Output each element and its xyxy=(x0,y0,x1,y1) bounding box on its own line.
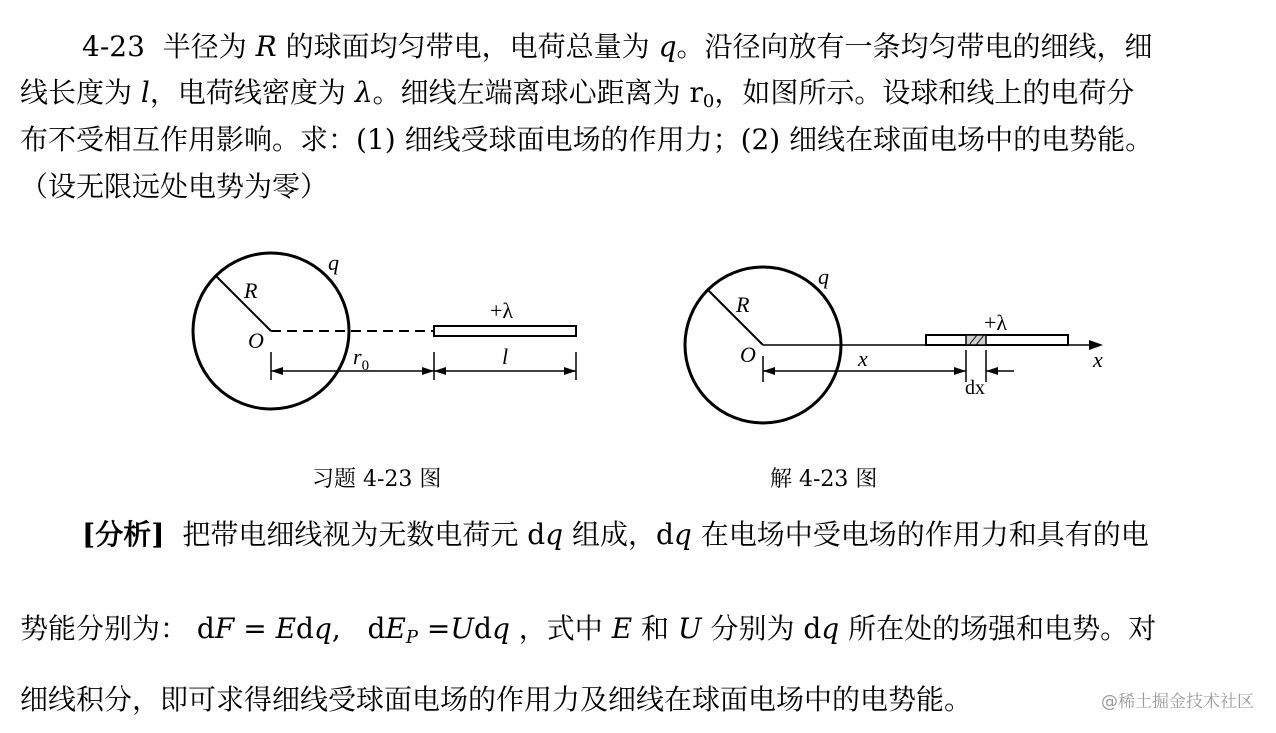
charged-rod xyxy=(926,335,1068,345)
label-O: O xyxy=(248,328,264,353)
problem-line-2: 线长度为 l，电荷线密度为 λ。细线左端离球心距离为 $r_0$，如图所示。设球和线上的电荷分 xyxy=(20,76,1135,112)
caption-right: 解 4-23 图 xyxy=(770,467,878,492)
arrowhead xyxy=(564,367,576,375)
label-r0: $r_0$ xyxy=(353,344,370,374)
charged-rod xyxy=(434,326,576,336)
problem-line-3: 布不受相互作用影响。求：(1) 细线受球面电场的作用力；(2) 细线在球面电场中的电势能。 xyxy=(20,123,1154,156)
label-lambda: +λ xyxy=(984,310,1008,335)
label-x-distance: x xyxy=(858,346,868,371)
arrowhead xyxy=(763,367,775,375)
equation-force: dF = Edq, xyxy=(196,612,341,645)
problem-line-4: （设无限远处电势为零） xyxy=(20,170,329,203)
caption-left: 习题 4-23 图 xyxy=(312,467,442,492)
figure-right xyxy=(670,250,1120,440)
figure-left xyxy=(180,240,600,430)
label-lambda: +λ xyxy=(490,298,514,323)
arrowhead xyxy=(434,367,446,375)
label-l: l xyxy=(502,344,509,369)
arrowhead xyxy=(986,367,998,375)
analysis-line-3: 细线积分，即可求得细线受球面电场的作用力及细线在球面电场中的电势能。 xyxy=(20,683,973,716)
analysis-line-1: [分析] 把带电细线视为无数电荷元 dq 组成，dq 在电场中受电场的作用力和具有的电 xyxy=(82,518,1149,551)
analysis-line-2: 势能分别为： dF = Edq, $dE_P =Udq$ ，式中 E 和 U 分别为 dq 所在处的场强和电势。对 xyxy=(20,612,1157,648)
watermark: @稀土掘金技术社区 xyxy=(1101,692,1254,712)
label-dx: dx xyxy=(965,377,985,399)
label-x-axis: x xyxy=(1093,347,1103,372)
equation-energy: $dE_P =Udq$ xyxy=(367,612,510,648)
problem-line-1: 4-23 半径为 R 的球面均匀带电，电荷总量为 q。沿径向放有一条均匀带电的细线，细 xyxy=(82,30,1153,63)
analysis-tag: [分析] xyxy=(82,518,165,551)
label-R: R xyxy=(244,278,258,303)
arrowhead xyxy=(422,367,434,375)
label-q: q xyxy=(328,250,339,275)
problem-number: 4-23 xyxy=(82,30,145,63)
label-R: R xyxy=(736,292,750,317)
label-q: q xyxy=(818,264,829,289)
arrowhead xyxy=(954,367,966,375)
arrowhead xyxy=(271,367,283,375)
label-O: O xyxy=(740,342,756,367)
